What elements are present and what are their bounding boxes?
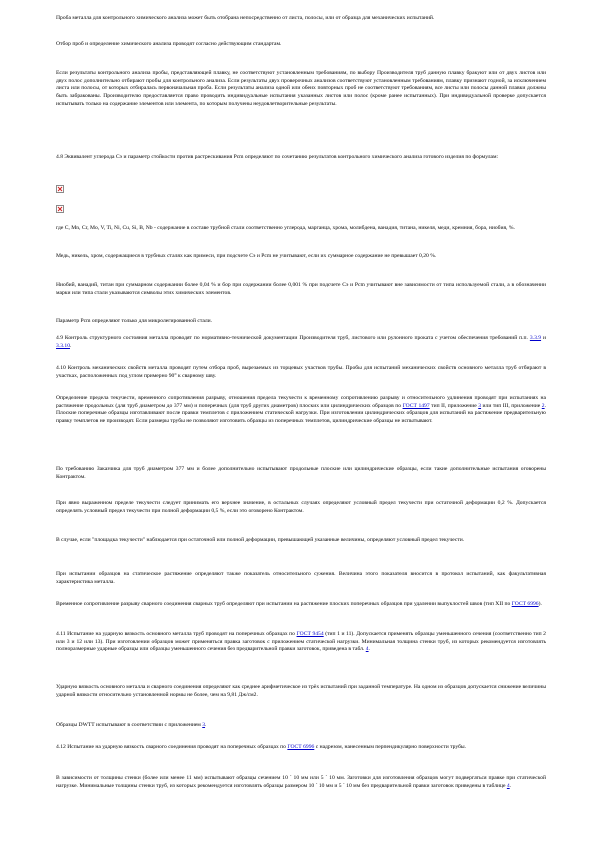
paragraph-heading-4-11: 4.11 Испытание на ударную вязкость основного металла труб проводят на поперечных образцах по ГОСТ 9454 (тип 1 и 11). Допускается применять образцы уменьшенного сечения (соответственно тип 2 или 3 и 12 или 13). При изготовлении образцов может применяться правка заготовок с приложением статической нагрузки. Минимальная толщина стенки труб, из которых рекомендуется изготовлять полноразмерные ударные образцы или образцы уменьшенного сечения без предварительной правки заготовок, приведена в табл. 4. (56, 631, 546, 653)
link-table-4[interactable]: 4 (506, 782, 510, 789)
link-appendix-3[interactable]: 3 (202, 722, 206, 728)
paragraph-heading-4-10: 4.10 Контроль механических свойств металла проводят путем отбора проб, вырезаемых из торцевых участков трубы. Пробы для испытаний механических свойств основного металла труб отбирают в участках, расположенных под углом примерно 90° к сварному шву. (56, 365, 546, 379)
paragraph: При явно выраженном пределе текучести следует принимать его верхнее значение, в остальных случаях определяют условный предел текучести при остаточной деформации 0,2 %. Допускается определять условный предел текучести при полной деформации 0,5 %, если это оговорено Контрактом. (56, 500, 546, 514)
paragraph: Ниобий, ванадий, титан при суммарном содержании более 0,04 % и бор при содержании более 0,001 % при подсчете Сэ и Pcm учитывают вне зависимости от типа используемой стали, а в обозначении марки или типа стали указываются символы этих химических элементов. (56, 282, 546, 296)
broken-image-icon (56, 185, 64, 193)
paragraph: где C, Mn, Cr, Mo, V, Ti, Ni, Cu, Si, B, Nb - содержание в составе трубной стали соответственно углерода, марганца, хрома, молибдена, ванадия, титана, никеля, меди, кремния, бора, ниобия, %. (56, 225, 515, 231)
link-3-3-9[interactable]: 3.3.9 (529, 335, 542, 341)
link-table-4[interactable]: 4 (365, 646, 369, 653)
link-gost-6996[interactable]: ГОСТ 6996 (511, 601, 539, 607)
link-3-3-10[interactable]: 3.3.10 (56, 342, 70, 349)
paragraph: По требованию Заказчика для труб диаметром 377 мм и более дополнительно испытывают продольные плоские или цилиндрические образцы, если такие дополнительные испытания оговорены Контрактом. (56, 466, 546, 480)
paragraph: В случае, если "площадка текучести" наблюдается при остаточной или полной деформации, превышающей указанные величины, определяют условный предел текучести. (56, 537, 465, 543)
link-gost-9454[interactable]: ГОСТ 9454 (296, 631, 324, 637)
broken-image-icon (56, 205, 64, 213)
link-appendix-3[interactable]: 3 (478, 402, 482, 409)
paragraph: Образцы DWTT испытывают в соответствии с приложением 3. (56, 722, 207, 728)
paragraph: Параметр Pcm определяют только для микролегированной стали. (56, 318, 213, 324)
link-gost-6996[interactable]: ГОСТ 6996 (287, 744, 315, 750)
paragraph: В зависимости от толщины стенки (более или менее 11 мм) испытывают образцы сечением 10 ´ 10 мм или 5 ´ 10 мм. Заготовки для изготовления образцов могут подвергаться правке при статической нагрузке. Минимальные толщины стенки труб, из которых рекомендуется изготовлять образцы размером 10 ´ 10 мм и 5 ´ 10 мм без предварительной правки заготовок приведены в таблице 4. (56, 775, 546, 789)
paragraph-heading-4-12: 4.12 Испытание на ударную вязкость сварного соединения проводят на поперечных образцах по ГОСТ 6996 с надрезом, нанесенным перпендикулярно поверхности трубы. (56, 744, 467, 750)
paragraph: Если результаты контрольного анализа пробы, представляющей плавку, не соответствуют установленным требованиям, по выбору Производителя труб данную плавку бракуют или от двух листов или двух полос дополнительно отбирают пробы для контрольного анализа. Если результаты двух проверочных анализов соответствуют установленным требованиям, плавку признают годной, за исключением листа или полосы, от которых отбиралась первоначальная проба. Если результаты анализа одной или обеих повторных проб не соответствуют требованиям, все листы или полосы данной плавки должны быть забракованы. Производителю предоставляется право проводить индивидуальные испытания указанных листов или полос (кроме ранее испытанных). При индивидуальной проверке допускается испытывать только на содержание элементов или элемента, по которым получены неудовлетворительные результаты. (56, 70, 546, 107)
paragraph: При испытании образцов на статическое растяжение определяют также показатель относительного сужения. Величина этого показателя вносится в протокол испытаний, как факультативная характеристика металла. (56, 571, 546, 585)
paragraph: Проба металла для контрольного химического анализа может быть отобрана непосредственно от листа, полосы, или от образца для механических испытаний. (56, 15, 435, 21)
paragraph: Временное сопротивление разрыву сварного соединения сварных труб определяют при испытании на растяжение плоских поперечных образцов при удалении выпуклостей швов (тип XII по ГОСТ 6996). (56, 601, 542, 607)
paragraph-heading-4-9: 4.9 Контроль структурного состояния металла проводят по нормативно-технической документации Производителя труб, листового или рулонного проката с учетом обеспечения требований п.п. 3.3.9 и 3.3.10. (56, 335, 546, 349)
paragraph: Медь, никель, хром, содержащиеся в трубных сталях как примеси, при подсчете Сэ и Pcm не учитывают, если их суммарное содержание не превышает 0,20 %. (56, 253, 437, 259)
link-appendix-2[interactable]: 2 (541, 402, 545, 409)
paragraph: Отбор проб и определение химического анализа проводят согласно действующим стандартам. (56, 41, 282, 47)
paragraph: Определение предела текучести, временного сопротивления разрыву, отношения предела текучести к временному сопротивлению разрыву и относительного удлинения проводят при испытаниях на растяжение продольных (для труб диаметром до 377 мм) и поперечных (для труб других диаметров) плоских или цилиндрических образцов по ГОСТ 1497 тип II, приложение 3 или тип III, приложение 2. Плоские поперечные образцы изготавливают после правки темплетов с приложением статической нагрузки. При изготовлении цилиндрических образцов для испытаний на растяжение предварительную правку темплетов не производят. Если размеры трубы не позволяют изготовить образцы из поперечных темплетов, цилиндрические образцы не испытывают. (56, 395, 546, 425)
paragraph-heading-4-8: 4.8 Эквивалент углерода Сэ и параметр стойкости против растрескивания Pcm определяют по сочетанию результатов контрольного химического анализа готового изделия по формулам: (56, 154, 499, 160)
link-gost-1497[interactable]: ГОСТ 1497 (402, 402, 430, 409)
paragraph: Ударную вязкость основного металла и сварного соединения определяют как среднее арифметическое из трёх испытаний при заданной температуре. На одном из образцов допускается снижение величины ударной вязкости относительно установленной нормы не более, чем на 9,81 Дж/см2. (56, 684, 546, 698)
